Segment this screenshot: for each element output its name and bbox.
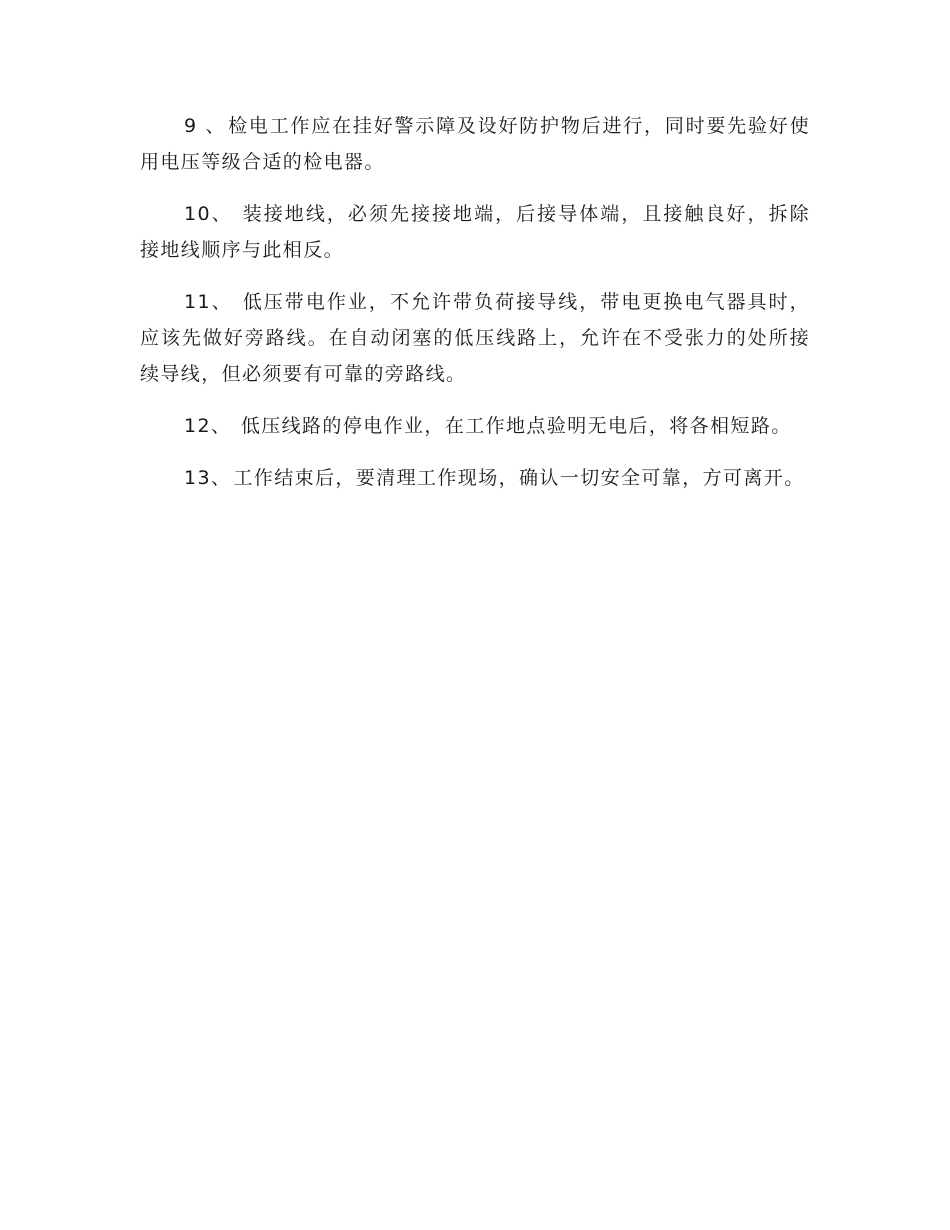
paragraph-number: 12、	[184, 415, 239, 437]
paragraph-text: 低压线路的停电作业，在工作地点验明无电后，将各相短路。	[240, 415, 792, 437]
paragraph-text: 检电工作应在挂好警示障及设好防护物后进行，同时要先验好使用电压等级合适的检电器。	[140, 115, 811, 173]
paragraph-number: 9 、	[184, 115, 227, 137]
paragraph-10	[140, 196, 810, 268]
paragraph-11	[140, 284, 810, 392]
paragraph-13	[140, 460, 810, 496]
paragraph-text: 工作结束后，要清理工作现场，确认一切安全可靠，方可离开。	[233, 467, 805, 489]
paragraph-text: 装接地线，必须先接接地端，后接导体端，且接触良好，拆除接地线顺序与此相反。	[140, 203, 810, 261]
paragraph-number: 11、	[184, 291, 241, 313]
paragraph-number: 10、	[184, 203, 241, 225]
paragraph-text: 低压带电作业，不允许带负荷接导线，带电更换电气器具时，应该先做好旁路线。在自动闭塞的低压线路上，允许在不受张力的处所接续导线，但必须要有可靠的旁路线。	[140, 291, 810, 385]
paragraph-9	[140, 108, 810, 180]
paragraph-12	[140, 408, 810, 444]
paragraph-number: 13、	[184, 467, 232, 489]
